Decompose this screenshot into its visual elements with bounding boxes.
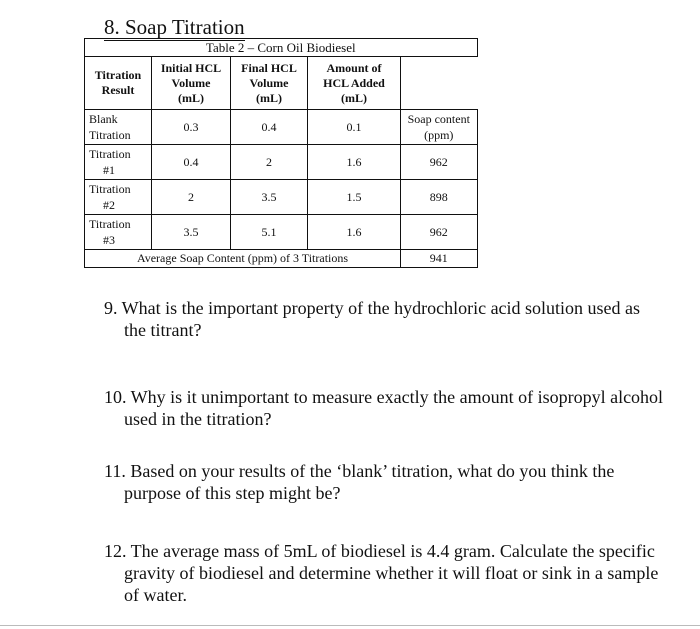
table-caption-row [85, 39, 478, 57]
row-label-text: Blank [89, 112, 118, 126]
average-label: Average Soap Content (ppm) of 3 Titrations [85, 250, 401, 268]
header-text: Amount of [326, 60, 382, 75]
header-text: Volume [249, 75, 289, 90]
average-value: 941 [401, 250, 478, 268]
table-caption: Table 2 – Corn Oil Biodiesel [85, 39, 478, 57]
cell-initial: 2 [152, 180, 231, 215]
header-initial-volume [152, 57, 231, 110]
header-text: HCL Added [323, 75, 385, 90]
row-label-text: #2 [103, 198, 115, 212]
cell-soap: 898 [401, 180, 478, 215]
row-label-text: Titration [89, 128, 131, 142]
table-row [85, 145, 478, 180]
cell-initial: 0.4 [152, 145, 231, 180]
question-10: 10. Why is it unimportant to measure exactly the amount of isopropyl alcohol used in the titration? [104, 387, 664, 429]
cell-added: 0.1 [308, 110, 401, 145]
page-divider [0, 625, 700, 626]
header-text: (mL) [256, 90, 282, 105]
soap-titration-table [84, 38, 478, 268]
row-label [85, 110, 152, 145]
cell-final: 2 [231, 145, 308, 180]
header-text: (ppm) [424, 128, 454, 142]
cell-added: 1.6 [308, 145, 401, 180]
row-label [85, 180, 152, 215]
row-label-text: Titration [89, 217, 131, 231]
row-label-text: #1 [103, 163, 115, 177]
cell-final: 0.4 [231, 110, 308, 145]
header-text: (mL) [178, 90, 204, 105]
question-9: 9. What is the important property of the hydrochloric acid solution used as the titrant? [104, 298, 641, 340]
table-row [85, 110, 478, 145]
table-row [85, 215, 478, 250]
row-label [85, 145, 152, 180]
cell-soap: 962 [401, 215, 478, 250]
row-label [85, 215, 152, 250]
question-12: 12. The average mass of 5mL of biodiesel is 4.4 gram. Calculate the specific gravity of biodiesel and determine whether it will float or sink in a sample of water. [104, 541, 659, 605]
header-text: Soap content [407, 112, 470, 126]
table-header-row [85, 57, 478, 110]
header-titration-result [85, 57, 152, 110]
cell-final: 5.1 [231, 215, 308, 250]
table-row [85, 180, 478, 215]
header-text: Volume [171, 75, 211, 90]
header-text: Titration [94, 68, 142, 82]
section-title: 8. Soap Titration [104, 15, 245, 39]
header-text: Result [101, 83, 135, 97]
header-soap-content [401, 110, 478, 145]
header-final-volume [231, 57, 308, 110]
header-amount-added [308, 57, 401, 110]
header-empty [401, 57, 478, 110]
row-label-text: Titration [89, 182, 131, 196]
cell-initial: 0.3 [152, 110, 231, 145]
question-11: 11. Based on your results of the ‘blank’ titration, what do you think the purpose of this step might be? [104, 461, 615, 503]
row-label-text: Titration [89, 147, 131, 161]
cell-added: 1.6 [308, 215, 401, 250]
header-text: (mL) [341, 90, 367, 105]
header-text: Initial HCL [160, 60, 222, 75]
cell-soap: 962 [401, 145, 478, 180]
cell-final: 3.5 [231, 180, 308, 215]
header-text: Final HCL [241, 60, 297, 75]
cell-initial: 3.5 [152, 215, 231, 250]
row-label-text: #3 [103, 233, 115, 247]
cell-added: 1.5 [308, 180, 401, 215]
average-row [85, 250, 478, 268]
